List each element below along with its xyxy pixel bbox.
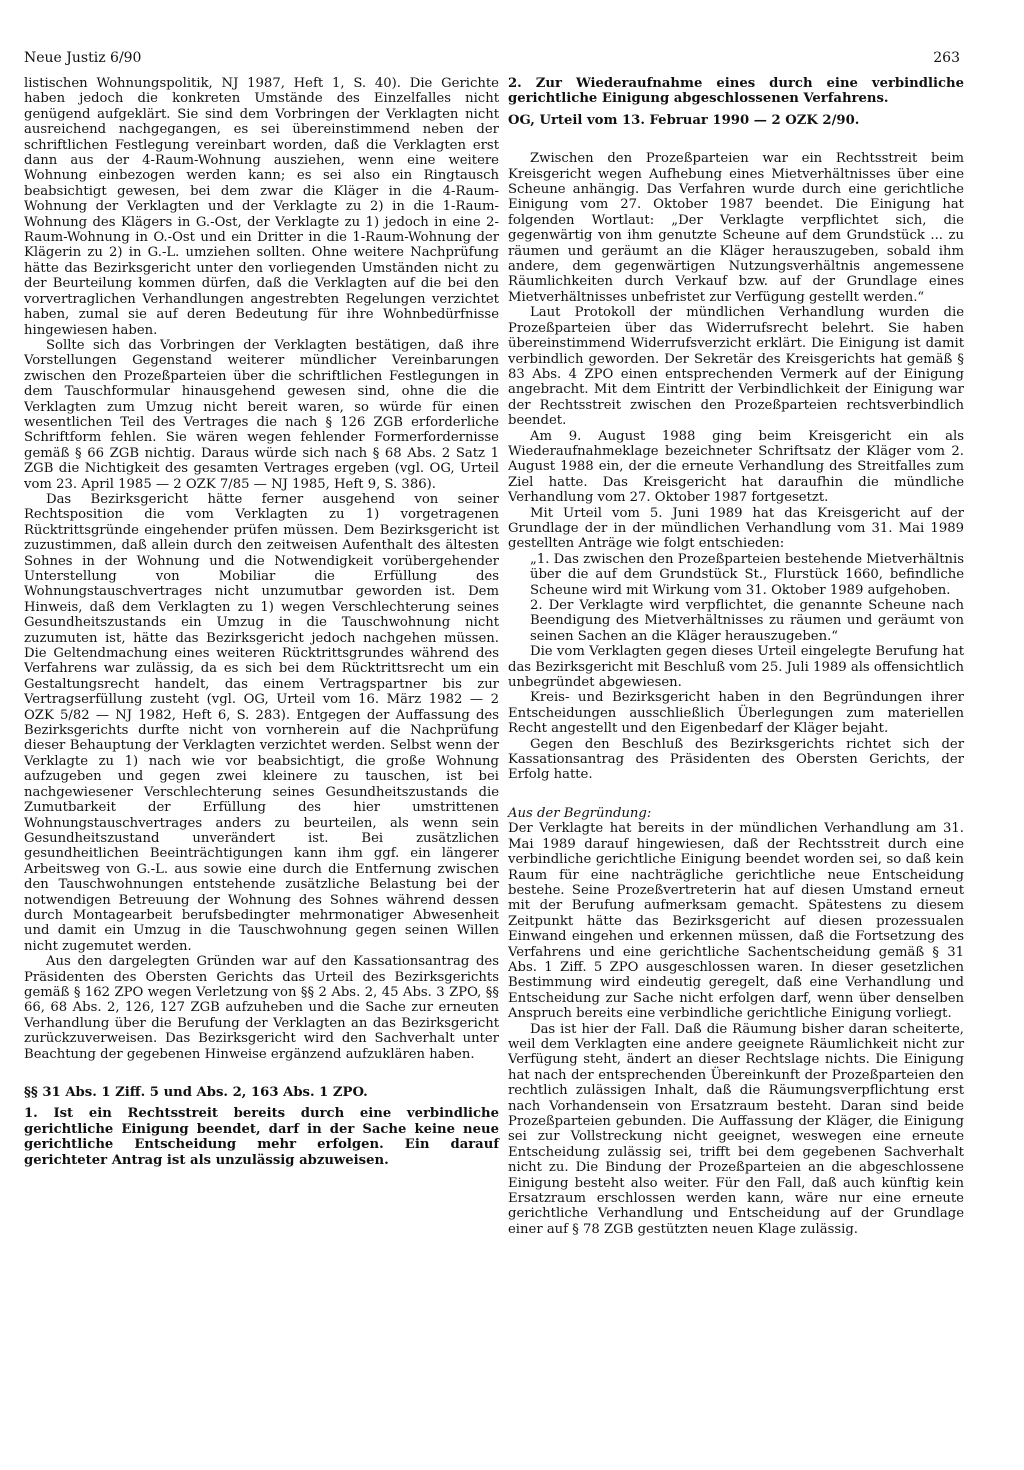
paragraph: Zwischen den Prozeßparteien war ein Rechtsstreit beim Kreisgericht wegen Aufhebung eines Mietverhältnisses über eine Scheune anhängig. Das Verfahren wurde durch eine gerichtliche Einigung vom 27. Oktober 1987 beendet. Die Einigung hat folgenden Wortlaut: „Der Verklagte verpflichtet sich, die gegenwärtig von ihm genutzte Scheune auf dem Grundstück ... zu räumen und geräumt an die Kläger herauszugeben, sobald ihm andere, dem gegenwärtigen Nutzungsverhältnis angemessene Räumlichkeiten durch Verkauf bzw. auf der Grundlage eines Mietverhältnisses unbefristet zur Verfügung gestellt werden.“: [508, 151, 964, 305]
quoted-ruling: 2. Der Verklagte wird verpflichtet, die genannte Scheune nach Beendigung des Mietverhältnisses zu räumen und geräumt von seinen Sachen an die Kläger herauszugeben.“: [530, 598, 964, 644]
decision-citation: OG, Urteil vom 13. Februar 1990 — 2 OZK 2/90.: [508, 112, 860, 128]
paragraph: Das ist hier der Fall. Daß die Räumung bisher daran scheiterte, weil dem Verklagten eine andere geeignete Räumlichkeit nicht zur Verfügung steht, ändert an dieser Rechtslage nichts. Die Einigung hat nach der entsprechenden Übereinkunft der Prozeßparteien den rechtlich zulässigen Inhalt, daß die Räumungsverpflichtung erst nach Vorhandensein von Ersatzraum besteht. Daran sind beide Prozeßparteien gebunden. Die Auffassung der Kläger, die Einigung sei zur Vollstreckung nicht geeignet, weswegen eine erneute Entscheidung zulässig sei, trifft bei dem gegebenen Sachverhalt nicht zu. Die Bindung der Prozeßparteien an die abgeschlossene Einigung besteht also weiter. Für den Fall, daß auch künftig kein Ersatzraum erschlossen werden kann, wäre nur eine erneute gerichtliche Verhandlung und Entscheidung auf der Grundlage einer auf § 78 ZGB gestützten neuen Klage zulässig.: [508, 1021, 964, 1237]
journal-title: Neue Justiz 6/90: [24, 50, 142, 66]
spacer: [508, 128, 964, 151]
right-column: [508, 76, 964, 1237]
paragraph: listischen Wohnungspolitik, NJ 1987, Heft 1, S. 40). Die Gerichte haben jedoch die konkreten Umstände des Einzelfalles nicht genügend aufgeklärt. Sie sind dem Vorbringen der Verklagten nicht ausreichend nachgegangen, es sei übereinstimmend neben der schriftlichen Festlegung vereinbart worden, daß die Verklagten erst dann aus der 4-Raum-Wohnung ausziehen, wenn eine weitere Wohnung einbezogen werden kann; es sei also ein Ringtausch beabsichtigt gewesen, bei dem zwar die Kläger in die 4-Raum-Wohnung der Verklagten und der Verklagte zu 2) in die 1-Raum-Wohnung des Klägers in G.-Ost, der Verklagte zu 1) jedoch in eine 2-Raum-Wohnung in O.-Ost und ein Dritter in die 1-Raum-Wohnung der Klägerin zu 2) in G.-L. umziehen sollten. Ohne weitere Nachprüfung hätte das Bezirksgericht unter den vorliegenden Umständen nicht zu der Beurteilung kommen dürfen, daß die Verklagten auf die bei den vorvertraglichen Verhandlungen angestrebten Regelungen verzichtet haben, zumal sie auf deren Bedeutung für ihre Wohnbedürfnisse hingewiesen haben.: [24, 76, 499, 338]
paragraph: Mit Urteil vom 5. Juni 1989 hat das Kreisgericht auf der Grundlage der in der mündlichen Verhandlung vom 31. Mai 1989 gestellten Anträge wie folgt entschieden:: [508, 505, 964, 552]
paragraph: Gegen den Beschluß des Bezirksgerichts richtet sich der Kassationsantrag des Präsidenten des Obersten Gerichts, der Erfolg hatte.: [508, 736, 964, 783]
section-heading: Aus der Begründung:: [508, 805, 652, 821]
quoted-ruling: „1. Das zwischen den Prozeßparteien bestehende Mietverhältnis über die auf dem Grundstück St., Flurstück 1660, befindliche Scheune wird mit Wirkung vom 31. Oktober 1989 aufgehoben.: [530, 551, 964, 598]
paragraph: Sollte sich das Vorbringen der Verklagten bestätigen, daß ihre Vorstellungen Gegenstand weiterer mündlicher Vereinbarungen zwischen den Prozeßparteien über die schriftlichen Festlegungen in dem Tauschformular hinausgehend gewesen sind, ohne die die Verklagten zum Umzug nicht bereit waren, so würde für einen wesentlichen Teil des Vertrages die nach § 126 ZGB erforderliche Schriftform fehlen. Sie wären wegen fehlender Formerfordernisse gemäß § 66 ZGB nichtig. Daraus würde sich nach § 68 Abs. 2 Satz 1 ZGB die Nichtigkeit des gesamten Vertrages ergeben (vgl. OG, Urteil vom 23. April 1985 — 2 OZK 7/85 — NJ 1985, Heft 9, S. 386).: [24, 337, 499, 492]
leitsatz-2: 2. Zur Wiederaufnahme eines durch eine verbindliche gerichtliche Einigung abgeschlossenen Verfahrens.: [508, 76, 964, 107]
paragraph: Der Verklagte hat bereits in der mündlichen Verhandlung am 31. Mai 1989 darauf hingewiesen, daß der Rechtsstreit durch eine verbindliche gerichtliche Einigung beendet worden sei, so daß kein Raum für eine nachträgliche gerichtliche neue Entscheidung bestehe. Seine Prozeßvertreterin hat auf diesen Umstand erneut mit der Berufung aufmerksam gemacht. Spätestens zu diesem Zeitpunkt hätte das Bezirksgericht auf diesen prozessualen Einwand eingehen und erkennen müssen, daß die Fortsetzung des Verfahrens und eine gerichtliche Sachentscheidung gemäß § 31 Abs. 1 Ziff. 5 ZPO ausgeschlossen waren. In dieser gesetzlichen Bestimmung wird eindeutig geregelt, daß eine Verhandlung und Entscheidung zur Sache nicht erfolgen darf, wenn über denselben Anspruch bereits eine verbindliche gerichtliche Einigung vorliegt.: [508, 821, 964, 1022]
paragraph: Kreis- und Bezirksgericht haben in den Begründungen ihrer Entscheidungen ausschließlich Überlegungen zum materiellen Recht angestellt und den Eigenbedarf der Kläger bejaht.: [508, 690, 964, 737]
paragraph: Aus den dargelegten Gründen war auf den Kassationsantrag des Präsidenten des Obersten Gerichts das Urteil des Bezirksgerichts gemäß § 162 ZPO wegen Verletzung von §§ 2 Abs. 2, 45 Abs. 3 ZPO, §§ 66, 68 Abs. 2, 126, 127 ZGB aufzuheben und die Sache zur erneuten Verhandlung über die Berufung der Verklagten an das Bezirksgericht zurückzuverweisen. Das Bezirksgericht wird den Sachverhalt unter Beachtung der gegebenen Hinweise ergänzend aufzuklären haben.: [24, 954, 499, 1062]
left-column: [24, 76, 499, 1168]
spacer: [508, 783, 964, 806]
paragraph: Laut Protokoll der mündlichen Verhandlung wurden die Prozeßparteien über das Widerrufsrecht belehrt. Sie haben übereinstimmend Widerrufsverzicht erklärt. Die Einigung ist damit verbindlich geworden. Der Sekretär des Kreisgerichts hat gemäß § 83 Abs. 4 ZPO einen entsprechenden Vermerk auf der Einigung angebracht. Mit dem Eintritt der Verbindlichkeit der Einigung war der Rechtsstreit zwischen den Prozeßparteien rechtsverbindlich beendet.: [508, 305, 964, 429]
paragraph: Am 9. August 1988 ging beim Kreisgericht ein als Wiederaufnahmeklage bezeichneter Schriftsatz der Kläger vom 2. August 1988 ein, der die erneute Verhandlung des Streitfalles zum Ziel hatte. Das Kreisgericht hat daraufhin die mündliche Verhandlung vom 27. Oktober 1987 fortgesetzt.: [508, 428, 964, 506]
spacer: [24, 1062, 499, 1085]
page-number: 263: [933, 50, 960, 66]
leitsatz-1: 1. Ist ein Rechtsstreit bereits durch eine verbindliche gerichtliche Einigung beendet, darf in der Sache keine neue gerichtliche Entscheidung mehr erfolgen. Ein darauf gerichteter Antrag ist als unzulässig abzuweisen.: [24, 1106, 499, 1168]
norm-reference: §§ 31 Abs. 1 Ziff. 5 und Abs. 2, 163 Abs. 1 ZPO.: [24, 1085, 368, 1100]
paragraph: Die vom Verklagten gegen dieses Urteil eingelegte Berufung hat das Bezirksgericht mit Beschluß vom 25. Juli 1989 als offensichtlich unbegründet abgewiesen.: [508, 644, 964, 691]
page-header: [24, 50, 984, 70]
paragraph: Das Bezirksgericht hätte ferner ausgehend von seiner Rechtsposition die vom Verklagten zu 1) vorgetragenen Rücktrittsgründe eingehender prüfen müssen. Dem Bezirksgericht ist zuzustimmen, daß allein durch den zeitweisen Aufenthalt des ältesten Sohnes in der Wohnung und die Notwendigkeit vorübergehender Unterstellung von Mobiliar die Erfüllung des Wohnungstauschvertrages nicht unzumutbar geworden ist. Dem Hinweis, daß dem Verklagten zu 1) wegen Verschlechterung seines Gesundheitszustands ein Umzug in die Tauschwohnung nicht zuzumuten ist, hätte das Bezirksgericht jedoch nachgehen müssen. Die Geltendmachung eines weiteren Rücktrittsgrundes während des Verfahrens war zulässig, da es sich bei dem Rücktrittsrecht um ein Gestaltungsrecht handelt, das einem Vertragspartner bis zur Vertragserfüllung zusteht (vgl. OG, Urteil vom 16. März 1982 — 2 OZK 5/82 — NJ 1982, Heft 6, S. 283). Entgegen der Auffassung des Bezirksgerichts durfte nicht von vornherein auf die Nachprüfung dieser Behauptung der Verklagten verzichtet werden. Selbst wenn der Verklagte zu 1) nach wie vor beabsichtigt, die große Wohnung aufzugeben und gegen zwei kleinere zu tauschen, ist bei nachgewiesener Verschlechterung seines Gesundheitszustands die Zumutbarkeit der Erfüllung des hier umstrittenen Wohnungstauschvertrages anders zu beurteilen, als wenn sein Gesundheitszustand unverändert ist. Bei zusätzlichen gesundheitlichen Beeinträchtigungen kann ihm ggf. ein längerer Arbeitsweg von G.-L. aus sowie eine durch die Entfernung zwischen den Tauschwohnungen entstehende zusätzliche Belastung bei der notwendigen Betreuung der Wohnung des Sohnes während dessen durch Montagearbeit berufsbedingter mehrmonatiger Abwesenheit und damit ein Umzug in die Tauschwohnung gegen seinen Willen nicht zugemutet werden.: [24, 491, 499, 954]
